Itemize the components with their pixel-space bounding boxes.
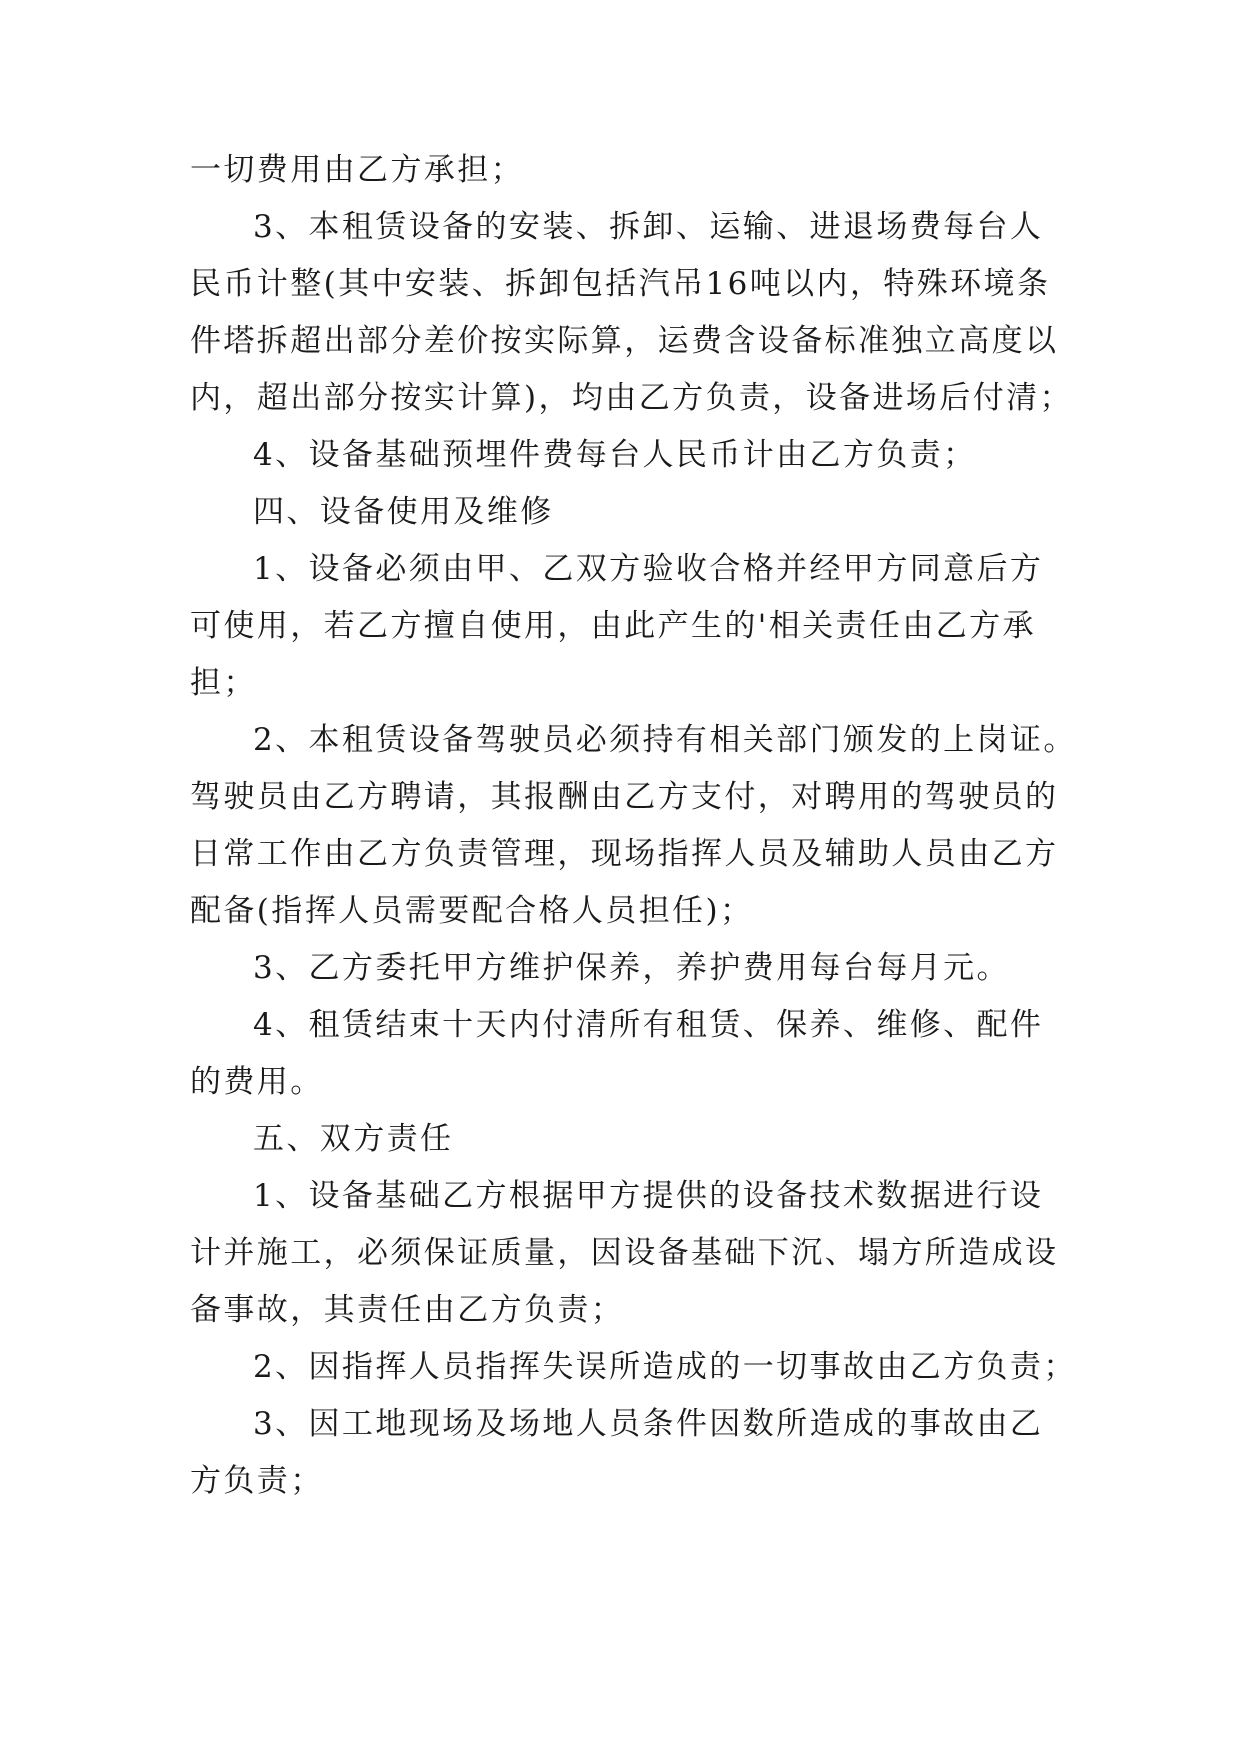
text-line: 可使用，若乙方擅自使用，由此产生的'相关责任由乙方承 (190, 608, 1036, 644)
text-line: 内，超出部分按实计算)，均由乙方负责，设备进场后付清； (190, 380, 1073, 416)
text-line: 1、设备基础乙方根据甲方提供的设备技术数据进行设 (253, 1178, 1044, 1214)
text-line: 民币计整(其中安装、拆卸包括汽吊16吨以内，特殊环境条 (190, 266, 1051, 302)
text-line: 2、本租赁设备驾驶员必须持有相关部门颁发的上岗证。 (253, 722, 1077, 758)
text-line: 3、本租赁设备的安装、拆卸、运输、进退场费每台人 (253, 209, 1044, 245)
text-line: 驾驶员由乙方聘请，其报酬由乙方支付，对聘用的驾驶员的 (190, 779, 1059, 815)
text-line: 担； (190, 665, 257, 701)
text-line: 4、设备基础预埋件费每台人民币计由乙方负责； (253, 437, 977, 473)
text-line: 配备(指挥人员需要配合格人员担任)； (190, 893, 754, 929)
text-line: 一切费用由乙方承担； (190, 152, 524, 188)
text-line: 计并施工，必须保证质量，因设备基础下沉、塌方所造成设 (190, 1235, 1059, 1271)
text-line: 4、租赁结束十天内付清所有租赁、保养、维修、配件 (253, 1007, 1044, 1043)
text-line: 1、设备必须由甲、乙双方验收合格并经甲方同意后方 (253, 551, 1044, 587)
text-line: 备事故，其责任由乙方负责； (190, 1292, 625, 1328)
text-line: 的费用。 (190, 1064, 324, 1100)
section-heading: 四、设备使用及维修 (253, 494, 554, 530)
text-line: 3、因工地现场及场地人员条件因数所造成的事故由乙 (253, 1406, 1044, 1442)
text-line: 件塔拆超出部分差价按实际算，运费含设备标准独立高度以 (190, 323, 1059, 359)
text-line: 日常工作由乙方负责管理，现场指挥人员及辅助人员由乙方 (190, 836, 1059, 872)
text-line: 3、乙方委托甲方维护保养，养护费用每台每月元。 (253, 950, 1010, 986)
section-heading: 五、双方责任 (253, 1121, 454, 1157)
text-line: 2、因指挥人员指挥失误所造成的一切事故由乙方负责； (253, 1349, 1077, 1385)
text-line: 方负责； (190, 1463, 324, 1499)
